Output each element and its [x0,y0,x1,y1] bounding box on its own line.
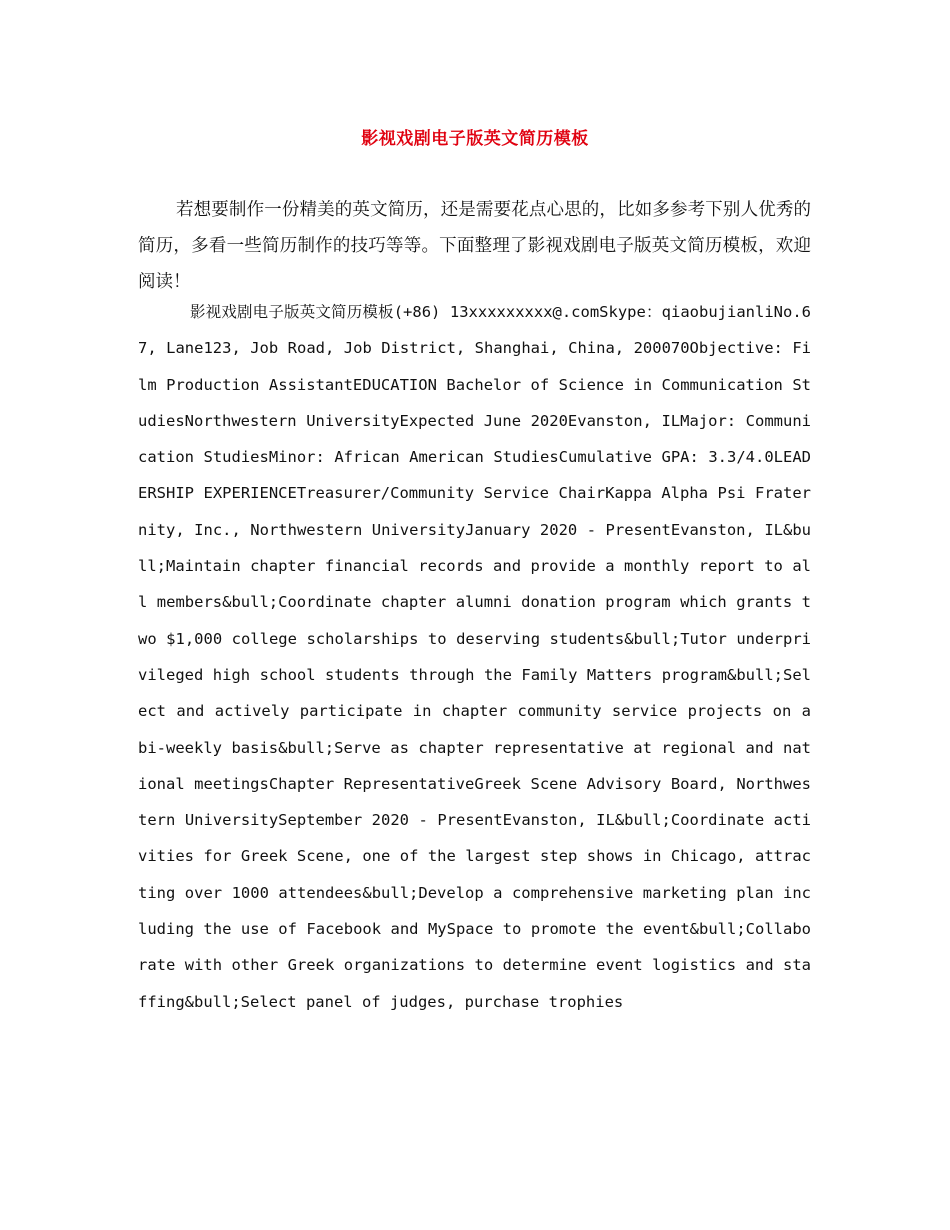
intro-paragraph: 若想要制作一份精美的英文简历，还是需要花点心思的，比如多参考下别人优秀的简历，多看一些简历制作的技巧等等。下面整理了影视戏剧电子版英文简历模板，欢迎阅读！ [138,200,811,292]
resume-body-paragraph: 影视戏剧电子版英文简历模板(+86) 13xxxxxxxxx@.comSkype：qiaobujianliNo.67, Lane123, Job Road, Job District, Shanghai, China, 200070Objective: Film Production AssistantEDUCATION Bachelor of Science in Communication StudiesNorthwestern UniversityExpected June 2020Evanston, ILMajor: Communication StudiesMinor: African American StudiesCumulative GPA: 3.3/4.0LEADERSHIP EXPERIENCETreasurer/Community Service ChairKappa Alpha Psi Fraternity, Inc., Northwestern UniversityJanuary 2020 - PresentEvanston, IL&bull;Maintain chapter financial records and provide a monthly report to all members&bull;Coordinate chapter alumni donation program which grants two $1,000 college scholarships to deserving students&bull;Tutor underprivileged high school students through the Family Matters program&bull;Select and actively participate in chapter community service projects on a bi-weekly basis&bull;Serve as chapter representative at regional and national meetingsChapter RepresentativeGreek Scene Advisory Board, Northwestern UniversitySeptember 2020 - PresentEvanston, IL&bull;Coordinate activities for Greek Scene, one of the largest step shows in Chicago, attracting over 1000 attendees&bull;Develop a comprehensive marketing plan including the use of Facebook and MySpace to promote the event&bull;Collaborate with other Greek organizations to determine event logistics and staffing&bull;Select panel of judges, purchase trophies [138,303,811,1011]
document-title: 影视戏剧电子版英文简历模板 [361,129,589,149]
